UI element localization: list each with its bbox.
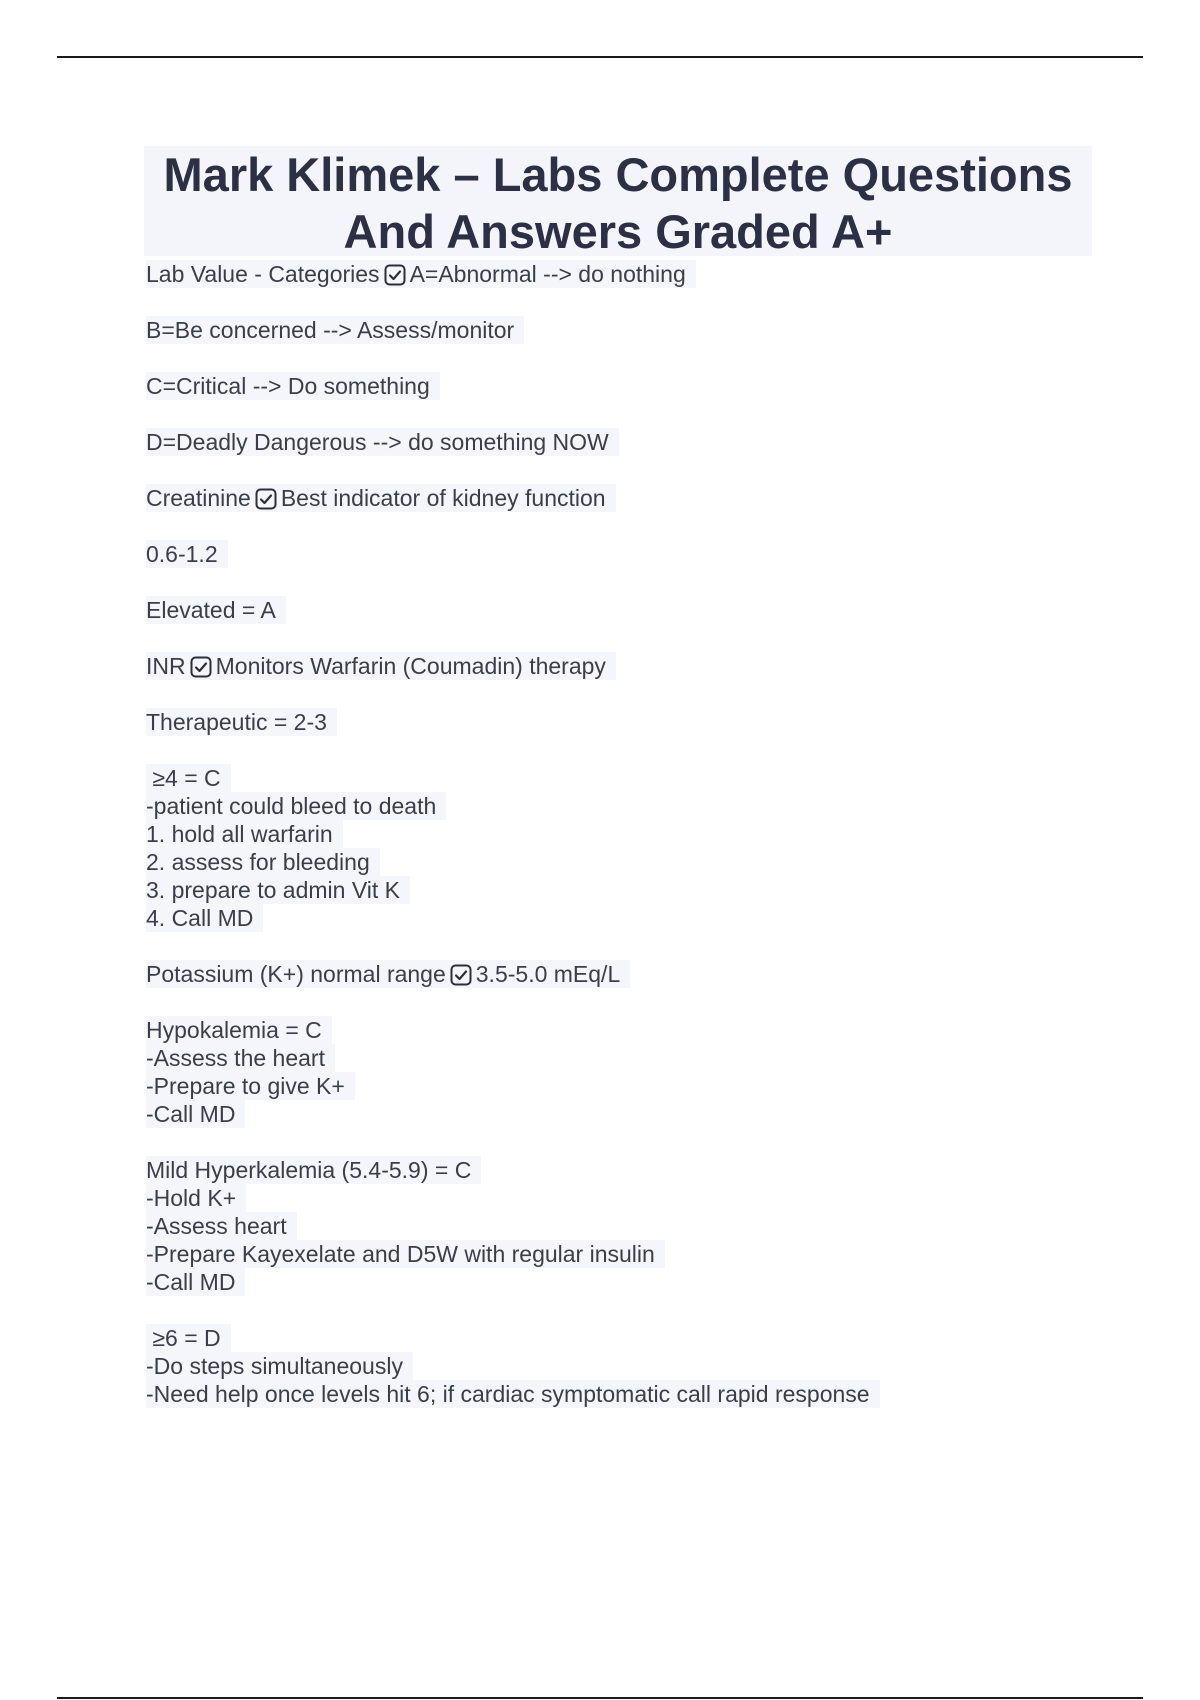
qa-block bbox=[146, 960, 1146, 988]
text-line: B=Be concerned --> Assess/monitor bbox=[146, 316, 524, 344]
qa-block bbox=[146, 1016, 1146, 1128]
question-line bbox=[146, 652, 616, 680]
checkbox-check-icon bbox=[255, 488, 277, 510]
text-line: ≥4 = C bbox=[146, 764, 231, 792]
text-line-row bbox=[146, 1380, 1146, 1408]
title-line-2: And Answers Graded A+ bbox=[343, 205, 893, 258]
text-line: -Call MD bbox=[146, 1268, 245, 1296]
text-line: 0.6-1.2 bbox=[146, 540, 228, 568]
text-line: -Hold K+ bbox=[146, 1184, 246, 1212]
text-line: Therapeutic = 2-3 bbox=[146, 708, 337, 736]
text-line-row bbox=[146, 1072, 1146, 1100]
text-line: -Need help once levels hit 6; if cardiac symptomatic call rapid response bbox=[146, 1380, 880, 1408]
question-line bbox=[146, 484, 616, 512]
text-line-row bbox=[146, 1156, 1146, 1184]
text-line: ≥6 = D bbox=[146, 1324, 231, 1352]
text-line: D=Deadly Dangerous --> do something NOW bbox=[146, 428, 619, 456]
text-line-row bbox=[146, 1324, 1146, 1352]
text-line-row bbox=[146, 316, 1146, 344]
qa-block bbox=[146, 260, 1146, 288]
text-line-row bbox=[146, 1268, 1146, 1296]
text-line: 3. prepare to admin Vit K bbox=[146, 876, 410, 904]
qa-block bbox=[146, 316, 1146, 344]
qa-content bbox=[146, 260, 1146, 1436]
text-line: Mild Hyperkalemia (5.4-5.9) = C bbox=[146, 1156, 481, 1184]
text-line: -Call MD bbox=[146, 1100, 245, 1128]
answer-text: Best indicator of kidney function bbox=[280, 485, 606, 511]
question-line bbox=[146, 960, 630, 988]
text-line-row bbox=[146, 1016, 1146, 1044]
text-line-row bbox=[146, 1100, 1146, 1128]
text-line-row bbox=[146, 876, 1146, 904]
answer-text: Monitors Warfarin (Coumadin) therapy bbox=[215, 653, 606, 679]
answer-text: A=Abnormal --> do nothing bbox=[409, 261, 686, 287]
text-line-row bbox=[146, 764, 1146, 792]
text-line-row bbox=[146, 1044, 1146, 1072]
qa-block bbox=[146, 428, 1146, 456]
qa-block bbox=[146, 1156, 1146, 1296]
text-line: -Prepare to give K+ bbox=[146, 1072, 355, 1100]
text-line-row bbox=[146, 1184, 1146, 1212]
text-line-row bbox=[146, 708, 1146, 736]
text-line-row bbox=[146, 1212, 1146, 1240]
qa-block bbox=[146, 540, 1146, 568]
text-line: Elevated = A bbox=[146, 596, 286, 624]
text-line-row bbox=[146, 792, 1146, 820]
text-line-row bbox=[146, 848, 1146, 876]
qa-block bbox=[146, 484, 1146, 512]
qa-block bbox=[146, 652, 1146, 680]
qa-block bbox=[146, 708, 1146, 736]
text-line-row bbox=[146, 1352, 1146, 1380]
text-line-row bbox=[146, 596, 1146, 624]
text-line: Hypokalemia = C bbox=[146, 1016, 332, 1044]
answer-text: 3.5-5.0 mEq/L bbox=[475, 961, 621, 987]
title-line-1: Mark Klimek – Labs Complete Questions bbox=[163, 148, 1073, 201]
text-line-row bbox=[146, 540, 1146, 568]
question-text: Creatinine bbox=[146, 485, 251, 511]
text-line: 4. Call MD bbox=[146, 904, 263, 932]
text-line: 2. assess for bleeding bbox=[146, 848, 380, 876]
text-line-row bbox=[146, 372, 1146, 400]
text-line: 1. hold all warfarin bbox=[146, 820, 343, 848]
qa-block bbox=[146, 372, 1146, 400]
question-text: Potassium (K+) normal range bbox=[146, 961, 446, 987]
document-title bbox=[144, 146, 1092, 256]
text-line: -Assess heart bbox=[146, 1212, 297, 1240]
checkbox-check-icon bbox=[450, 964, 472, 986]
text-line: -Do steps simultaneously bbox=[146, 1352, 413, 1380]
checkbox-check-icon bbox=[190, 656, 212, 678]
text-line-row bbox=[146, 428, 1146, 456]
text-line: -Assess the heart bbox=[146, 1044, 335, 1072]
text-line: -Prepare Kayexelate and D5W with regular insulin bbox=[146, 1240, 665, 1268]
text-line: C=Critical --> Do something bbox=[146, 372, 440, 400]
text-line-row bbox=[146, 904, 1146, 932]
qa-block bbox=[146, 596, 1146, 624]
qa-block bbox=[146, 1324, 1146, 1408]
header-rule bbox=[57, 56, 1143, 58]
text-line-row bbox=[146, 1240, 1146, 1268]
text-line-row bbox=[146, 820, 1146, 848]
question-line bbox=[146, 260, 696, 288]
question-text: Lab Value - Categories bbox=[146, 261, 380, 287]
qa-block bbox=[146, 764, 1146, 932]
checkbox-check-icon bbox=[384, 264, 406, 286]
text-line: -patient could bleed to death bbox=[146, 792, 446, 820]
question-text: INR bbox=[146, 653, 186, 679]
footer-rule bbox=[57, 1697, 1143, 1699]
